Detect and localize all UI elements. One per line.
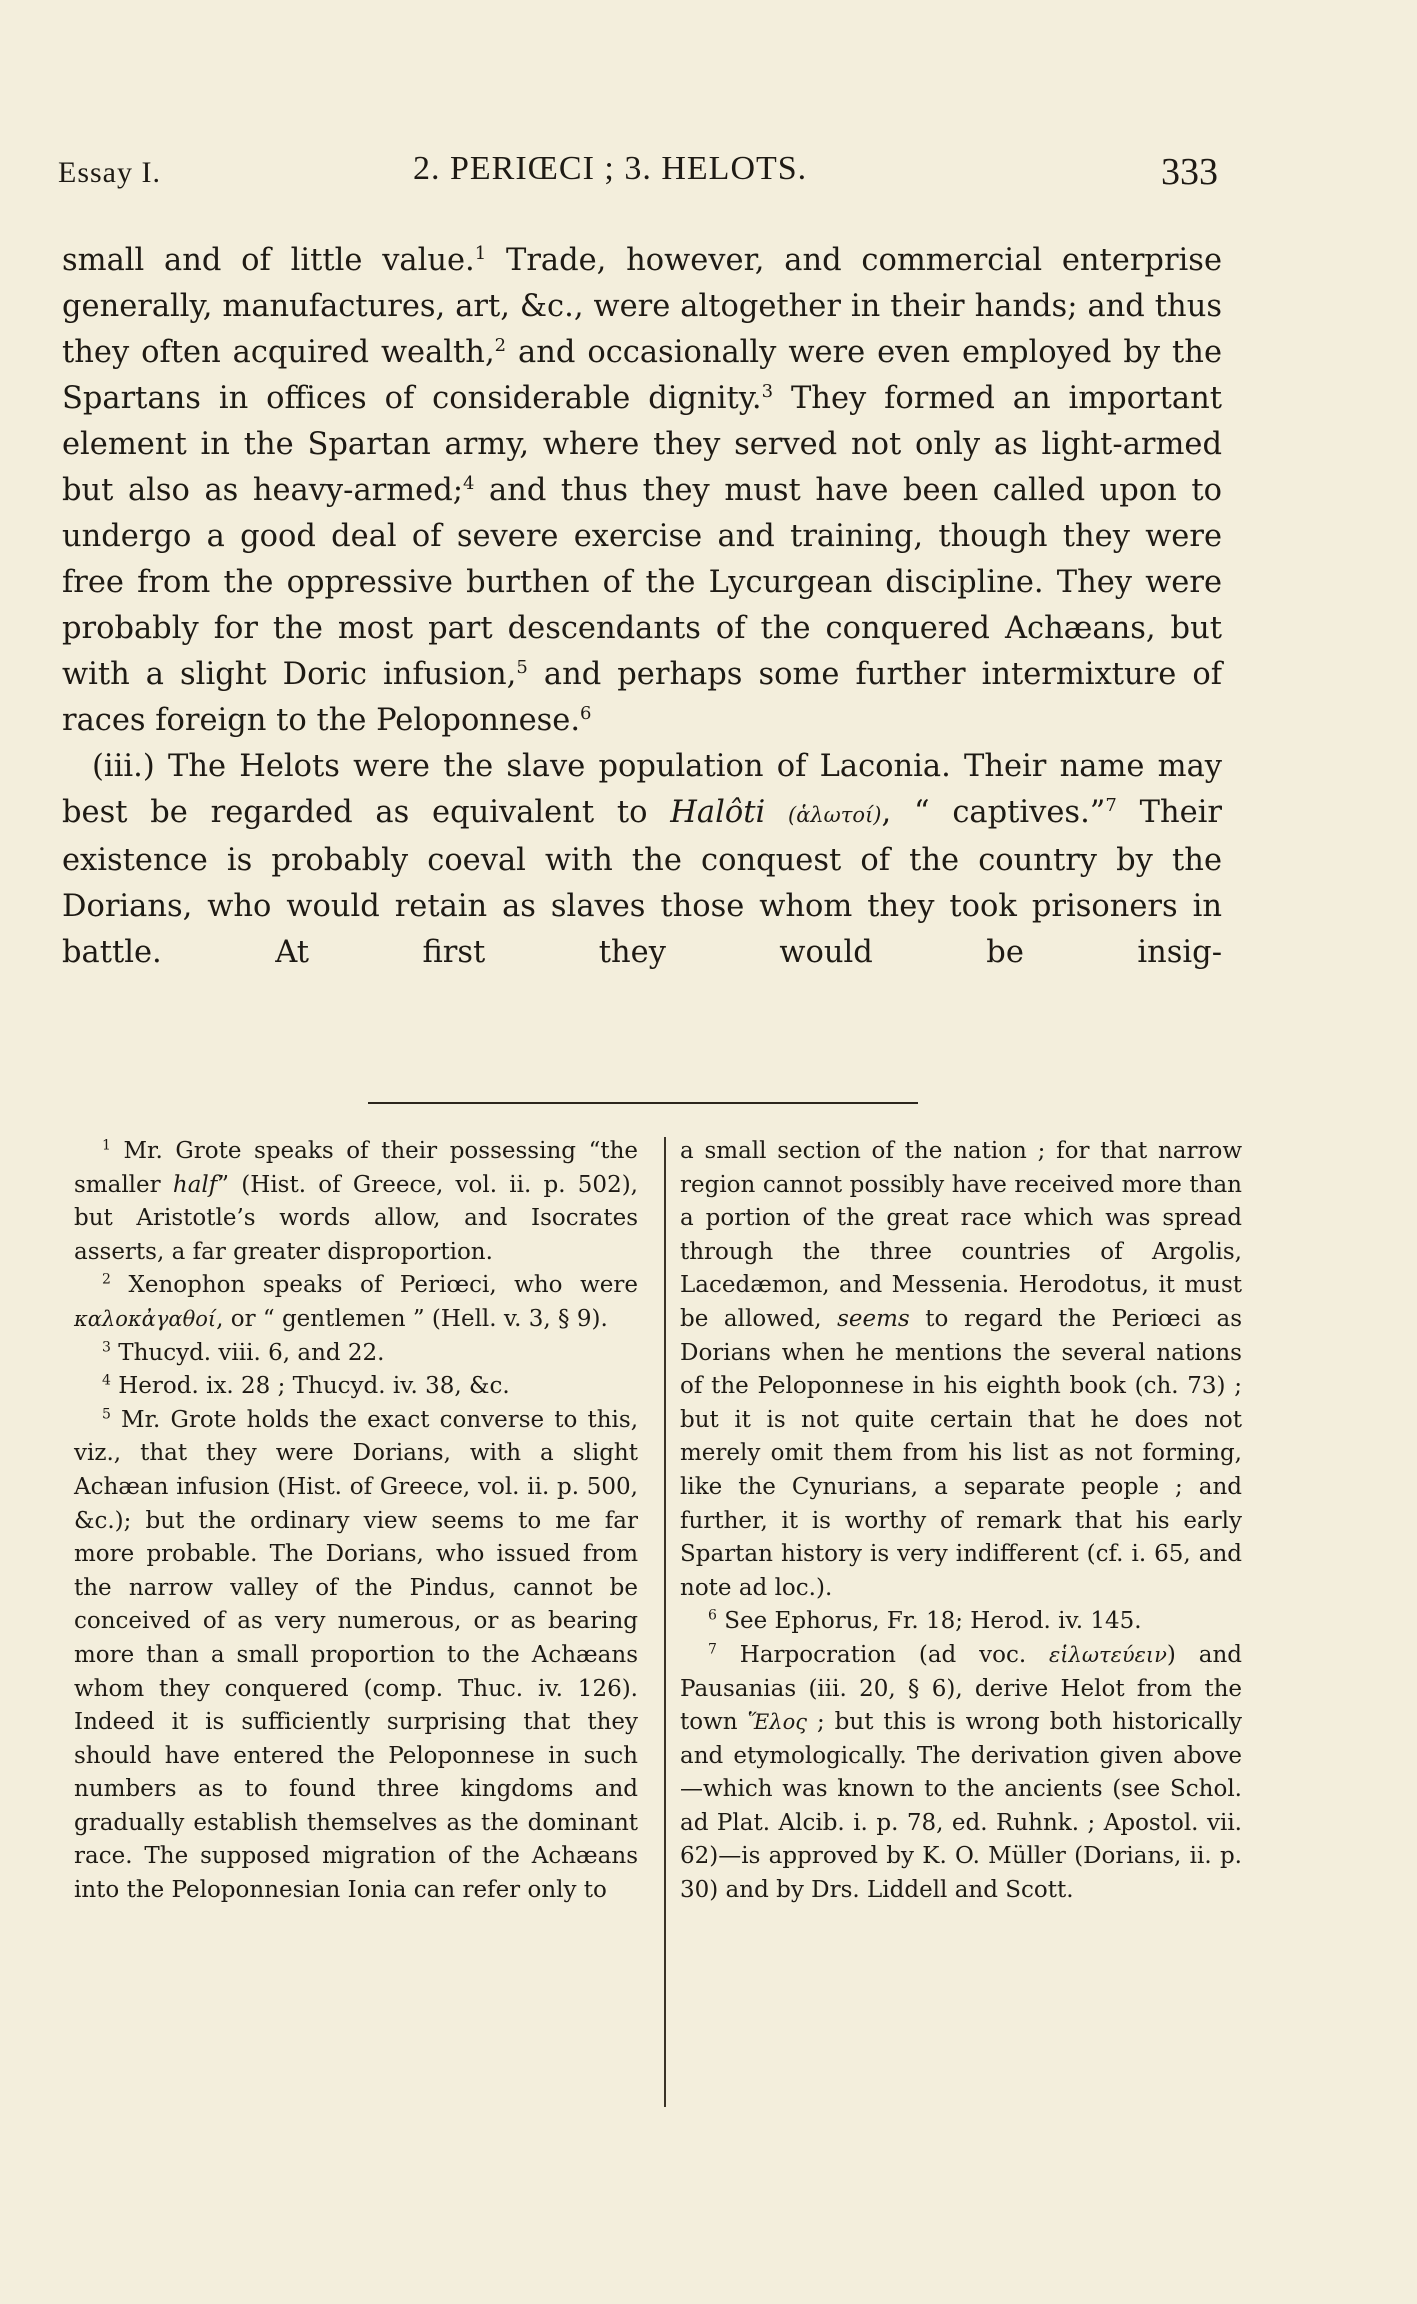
footnote-number: 7 bbox=[708, 1641, 717, 1658]
text-span: Trade, however, and commercial enterprise generally, manufactures, art, &c., were altogether in their hands; and thus they often acquired wealth, bbox=[62, 243, 1222, 370]
text-span: They formed an important element in the Spartan army, where they served not only as light-armed but also as heavy-armed; bbox=[62, 381, 1222, 508]
term-haloti: Halôti bbox=[670, 795, 766, 830]
footnote-ref-7: 7 bbox=[1105, 794, 1117, 816]
footnote-separator bbox=[368, 1102, 918, 1104]
text-span: Mr. Grote speaks of their possessing “the smaller bbox=[74, 1138, 638, 1198]
text-span: See Ephorus, Fr. 18; Herod. iv. 145. bbox=[716, 1608, 1142, 1635]
text-span: ” (Hist. of Greece, vol. ii. p. 502), but Aristotle’s words allow, and Isocrates asserts, a far greater disproportion. bbox=[74, 1171, 638, 1265]
text-span: and thus they must have been called upon to undergo a good deal of severe exercise and training, though they were free from the oppressive burthen of the Lycurgean discipline. They were probably for the most part descendants of the conquered Achæans, but with a slight Doric infusion, bbox=[62, 473, 1222, 692]
footnote-3 bbox=[74, 1337, 638, 1371]
text-span: ; but this is wrong both historically and etymologically. The derivation given above —which was known to the ancients (see Schol. ad Plat. Alcib. i. p. 78, ed. Ruhnk. ; Apostol. vii. 62)—is approved by K. O. Müller (Dorians, ii. p. 30) and by Drs. Liddell and Scott. bbox=[680, 1709, 1242, 1904]
footnotes-right-column bbox=[680, 1135, 1242, 1908]
text-span: and perhaps some further intermixture of races foreign to the Peloponnese. bbox=[62, 657, 1222, 738]
greek-term: καλοκἀγαθοί bbox=[74, 1306, 217, 1331]
running-head-essay: Essay I. bbox=[58, 156, 161, 189]
paragraph-perioeci bbox=[62, 238, 1222, 744]
footnote-5 bbox=[74, 1404, 638, 1908]
footnote-ref-5: 5 bbox=[516, 656, 528, 678]
text-span: a small section of the nation ; for that narrow region cannot possibly have received more than a portion of the great race which was spread through the three countries of Argolis, Lacedæmon, and Messenia. Herodotus, it must be allowed, bbox=[680, 1138, 1242, 1332]
footnote-1 bbox=[74, 1135, 638, 1269]
footnote-7 bbox=[680, 1639, 1242, 1908]
column-divider bbox=[664, 1137, 666, 2107]
text-span: , “ captives.” bbox=[881, 795, 1106, 830]
footnote-number: 2 bbox=[102, 1271, 111, 1288]
text-span: Mr. Grote holds the exact converse to this, viz., that they were Dorians, with a slight Achæan infusion (Hist. of Greece, vol. ii. p. 500, &c.); but the ordinary view seems to me far more probable. The Dorians, who issued from the narrow valley of the Pindus, cannot be conceived of as very numerous, or as bearing more than a small proportion to the Achæans whom they conquered (comp. Thuc. iv. 126). Indeed it is sufficiently surprising that they should have entered the Peloponnese in such numbers as to found three kingdoms and gradually establish themselves as the dominant race. The supposed migration of the Achæans into the Peloponnesian Ionia can refer only to bbox=[74, 1406, 638, 1904]
footnote-ref-2: 2 bbox=[494, 334, 507, 356]
footnotes bbox=[0, 1135, 1417, 2135]
italic-term: half bbox=[172, 1171, 218, 1198]
footnote-ref-1: 1 bbox=[474, 242, 487, 264]
text-span: Xenophon speaks of Periœci, who were bbox=[110, 1272, 638, 1299]
footnote-number: 3 bbox=[102, 1338, 111, 1355]
running-head bbox=[58, 148, 1218, 198]
footnote-6 bbox=[680, 1605, 1242, 1639]
page-number: 333 bbox=[1161, 151, 1218, 193]
footnote-number: 4 bbox=[102, 1372, 111, 1389]
text-span: to regard the Periœci as Dorians when he mentions the several nations of the Peloponnese in his eighth book (ch. 73) ; but it is not quite certain that he does not merely omit them from his list as not forming, like the Cynurians, a separate people ; and further, it is worthy of remark that his early Spartan history is very indifferent (cf. i. 65, and note ad loc.). bbox=[680, 1305, 1242, 1601]
italic-term: seems bbox=[837, 1305, 910, 1332]
text-span: , or “ gentlemen ” (Hell. v. 3, § 9). bbox=[216, 1305, 608, 1332]
paragraph-helots bbox=[62, 744, 1222, 976]
greek-term: εἱλωτεύειν bbox=[1049, 1642, 1167, 1667]
text-span: (iii.) The Helots were the slave population of Laconia. Their name may best be regarded as equivalent to bbox=[62, 749, 1222, 830]
text-span: and occasionally were even employed by the Spartans in offices of considerable dignity. bbox=[62, 335, 1222, 416]
text-span: Herod. ix. 28 ; Thucyd. iv. 38, &c. bbox=[110, 1373, 510, 1400]
footnotes-left-column bbox=[74, 1135, 638, 1908]
text-span: small and of little value. bbox=[62, 243, 475, 278]
greek-term: Ἕλος bbox=[747, 1710, 807, 1735]
footnote-2 bbox=[74, 1269, 638, 1336]
footnote-number: 6 bbox=[708, 1607, 717, 1624]
footnote-number: 5 bbox=[102, 1406, 111, 1423]
main-text bbox=[62, 238, 1222, 976]
footnote-number: 1 bbox=[102, 1137, 111, 1154]
text-span: Harpocration (ad voc. bbox=[716, 1641, 1050, 1668]
text-span: Thucyd. viii. 6, and 22. bbox=[110, 1339, 385, 1366]
footnote-ref-4: 4 bbox=[463, 472, 475, 494]
text-span: Their existence is probably coeval with the conquest of the country by the Dorians, who would retain as slaves those whom they took prisoners in battle. At first they would be insig- bbox=[62, 795, 1222, 970]
running-head-title: 2. PERIŒCI ; 3. HELOTS. bbox=[413, 150, 808, 187]
footnote-ref-6: 6 bbox=[580, 702, 592, 724]
greek-term: (ἁλωτοί) bbox=[788, 803, 882, 827]
text-span: ) and Pausanias (iii. 20, § 6), derive Helot from the town bbox=[680, 1641, 1242, 1736]
footnote-ref-3: 3 bbox=[761, 380, 774, 402]
footnote-4 bbox=[74, 1370, 638, 1404]
footnote-5-continued bbox=[680, 1135, 1242, 1605]
